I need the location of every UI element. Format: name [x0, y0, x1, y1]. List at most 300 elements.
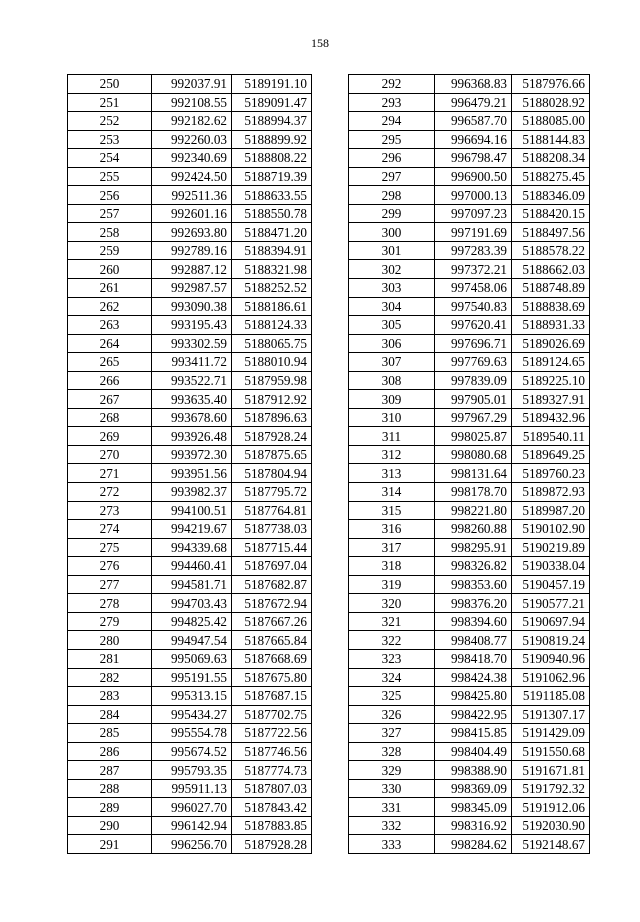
x-coordinate: 997191.69	[435, 223, 512, 242]
table-row	[68, 371, 312, 390]
x-coordinate: 998418.70	[435, 649, 512, 668]
table-row	[349, 724, 590, 743]
y-coordinate: 5188065.75	[232, 334, 312, 353]
point-number: 302	[349, 260, 435, 279]
table-row	[68, 334, 312, 353]
point-number: 285	[68, 724, 152, 743]
table-row	[68, 241, 312, 260]
point-number: 276	[68, 557, 152, 576]
point-number: 270	[68, 445, 152, 464]
x-coordinate: 995554.78	[152, 724, 232, 743]
table-row	[349, 334, 590, 353]
point-number: 291	[68, 835, 152, 854]
y-coordinate: 5187675.80	[232, 668, 312, 687]
y-coordinate: 5187702.75	[232, 705, 312, 724]
point-number: 329	[349, 761, 435, 780]
x-coordinate: 997540.83	[435, 297, 512, 316]
point-number: 319	[349, 575, 435, 594]
y-coordinate: 5187667.26	[232, 612, 312, 631]
table-row	[68, 204, 312, 223]
y-coordinate: 5190819.24	[512, 631, 590, 650]
x-coordinate: 998394.60	[435, 612, 512, 631]
table-row	[349, 316, 590, 335]
y-coordinate: 5188186.61	[232, 297, 312, 316]
table-row	[349, 279, 590, 298]
y-coordinate: 5187807.03	[232, 779, 312, 798]
point-number: 283	[68, 687, 152, 706]
x-coordinate: 994100.51	[152, 501, 232, 520]
y-coordinate: 5191792.32	[512, 779, 590, 798]
table-row	[349, 427, 590, 446]
x-coordinate: 996798.47	[435, 149, 512, 168]
point-number: 290	[68, 816, 152, 835]
x-coordinate: 996694.16	[435, 130, 512, 149]
x-coordinate: 992260.03	[152, 130, 232, 149]
y-coordinate: 5188208.34	[512, 149, 590, 168]
point-number: 274	[68, 520, 152, 539]
y-coordinate: 5187804.94	[232, 464, 312, 483]
point-number: 323	[349, 649, 435, 668]
y-coordinate: 5188719.39	[232, 167, 312, 186]
table-row	[349, 130, 590, 149]
point-number: 287	[68, 761, 152, 780]
table-row	[349, 223, 590, 242]
x-coordinate: 993982.37	[152, 483, 232, 502]
y-coordinate: 5191185.08	[512, 687, 590, 706]
table-row	[349, 353, 590, 372]
y-coordinate: 5189026.69	[512, 334, 590, 353]
x-coordinate: 993302.59	[152, 334, 232, 353]
y-coordinate: 5188838.69	[512, 297, 590, 316]
point-number: 278	[68, 594, 152, 613]
table-row	[68, 649, 312, 668]
y-coordinate: 5190577.21	[512, 594, 590, 613]
x-coordinate: 998424.38	[435, 668, 512, 687]
table-row	[349, 761, 590, 780]
y-coordinate: 5187928.28	[232, 835, 312, 854]
x-coordinate: 996368.83	[435, 75, 512, 94]
x-coordinate: 993678.60	[152, 408, 232, 427]
table-row	[68, 297, 312, 316]
x-coordinate: 998425.80	[435, 687, 512, 706]
x-coordinate: 996587.70	[435, 112, 512, 131]
point-number: 309	[349, 390, 435, 409]
table-row	[349, 186, 590, 205]
y-coordinate: 5187875.65	[232, 445, 312, 464]
point-number: 275	[68, 538, 152, 557]
table-row	[68, 724, 312, 743]
y-coordinate: 5187697.04	[232, 557, 312, 576]
x-coordinate: 992108.55	[152, 93, 232, 112]
table-row	[68, 223, 312, 242]
point-number: 312	[349, 445, 435, 464]
point-number: 282	[68, 668, 152, 687]
x-coordinate: 998422.95	[435, 705, 512, 724]
x-coordinate: 998131.64	[435, 464, 512, 483]
table-row	[349, 631, 590, 650]
x-coordinate: 995191.55	[152, 668, 232, 687]
y-coordinate: 5190102.90	[512, 520, 590, 539]
table-row	[349, 75, 590, 94]
x-coordinate: 996479.21	[435, 93, 512, 112]
point-number: 268	[68, 408, 152, 427]
table-row	[68, 761, 312, 780]
point-number: 297	[349, 167, 435, 186]
x-coordinate: 993090.38	[152, 297, 232, 316]
y-coordinate: 5189191.10	[232, 75, 312, 94]
table-row	[68, 557, 312, 576]
y-coordinate: 5187764.81	[232, 501, 312, 520]
x-coordinate: 997097.23	[435, 204, 512, 223]
x-coordinate: 998376.20	[435, 594, 512, 613]
table-row	[349, 93, 590, 112]
table-row	[349, 557, 590, 576]
table-row	[349, 501, 590, 520]
table-row	[68, 594, 312, 613]
y-coordinate: 5188346.09	[512, 186, 590, 205]
y-coordinate: 5188578.22	[512, 241, 590, 260]
y-coordinate: 5187746.56	[232, 742, 312, 761]
x-coordinate: 997000.13	[435, 186, 512, 205]
y-coordinate: 5190457.19	[512, 575, 590, 594]
table-row	[349, 816, 590, 835]
table-row	[68, 408, 312, 427]
x-coordinate: 994825.42	[152, 612, 232, 631]
point-number: 254	[68, 149, 152, 168]
point-number: 257	[68, 204, 152, 223]
point-number: 289	[68, 798, 152, 817]
table-row	[68, 538, 312, 557]
x-coordinate: 997769.63	[435, 353, 512, 372]
table-row	[68, 668, 312, 687]
point-number: 286	[68, 742, 152, 761]
x-coordinate: 998178.70	[435, 483, 512, 502]
y-coordinate: 5189124.65	[512, 353, 590, 372]
point-number: 263	[68, 316, 152, 335]
point-number: 288	[68, 779, 152, 798]
table-row	[68, 427, 312, 446]
point-number: 307	[349, 353, 435, 372]
y-coordinate: 5189540.11	[512, 427, 590, 446]
x-coordinate: 997839.09	[435, 371, 512, 390]
point-number: 292	[349, 75, 435, 94]
table-row	[349, 167, 590, 186]
x-coordinate: 998415.85	[435, 724, 512, 743]
x-coordinate: 997620.41	[435, 316, 512, 335]
table-row	[68, 835, 312, 854]
x-coordinate: 995313.15	[152, 687, 232, 706]
y-coordinate: 5189225.10	[512, 371, 590, 390]
y-coordinate: 5188394.91	[232, 241, 312, 260]
point-number: 326	[349, 705, 435, 724]
table-row	[349, 241, 590, 260]
table-row	[349, 705, 590, 724]
table-row	[68, 445, 312, 464]
x-coordinate: 996027.70	[152, 798, 232, 817]
point-number: 260	[68, 260, 152, 279]
x-coordinate: 996256.70	[152, 835, 232, 854]
y-coordinate: 5187959.98	[232, 371, 312, 390]
x-coordinate: 993972.30	[152, 445, 232, 464]
point-number: 277	[68, 575, 152, 594]
y-coordinate: 5188420.15	[512, 204, 590, 223]
x-coordinate: 992340.69	[152, 149, 232, 168]
table-row	[349, 149, 590, 168]
point-number: 295	[349, 130, 435, 149]
point-number: 310	[349, 408, 435, 427]
table-row	[349, 798, 590, 817]
y-coordinate: 5188899.92	[232, 130, 312, 149]
x-coordinate: 992693.80	[152, 223, 232, 242]
y-coordinate: 5189327.91	[512, 390, 590, 409]
table-row	[68, 149, 312, 168]
y-coordinate: 5188321.98	[232, 260, 312, 279]
table-row	[68, 186, 312, 205]
y-coordinate: 5187722.56	[232, 724, 312, 743]
point-number: 272	[68, 483, 152, 502]
point-number: 271	[68, 464, 152, 483]
point-number: 303	[349, 279, 435, 298]
table-row	[349, 575, 590, 594]
point-number: 253	[68, 130, 152, 149]
point-number: 325	[349, 687, 435, 706]
point-number: 321	[349, 612, 435, 631]
point-number: 317	[349, 538, 435, 557]
x-coordinate: 998260.88	[435, 520, 512, 539]
point-number: 293	[349, 93, 435, 112]
y-coordinate: 5191062.96	[512, 668, 590, 687]
table-row	[68, 612, 312, 631]
point-number: 262	[68, 297, 152, 316]
x-coordinate: 997967.29	[435, 408, 512, 427]
x-coordinate: 993195.43	[152, 316, 232, 335]
y-coordinate: 5191429.09	[512, 724, 590, 743]
y-coordinate: 5188275.45	[512, 167, 590, 186]
point-number: 265	[68, 353, 152, 372]
table-row	[349, 520, 590, 539]
table-row	[68, 260, 312, 279]
y-coordinate: 5190219.89	[512, 538, 590, 557]
x-coordinate: 997458.06	[435, 279, 512, 298]
x-coordinate: 994703.43	[152, 594, 232, 613]
point-number: 308	[349, 371, 435, 390]
x-coordinate: 998369.09	[435, 779, 512, 798]
x-coordinate: 997283.39	[435, 241, 512, 260]
y-coordinate: 5189432.96	[512, 408, 590, 427]
y-coordinate: 5188085.00	[512, 112, 590, 131]
table-row	[349, 779, 590, 798]
y-coordinate: 5188497.56	[512, 223, 590, 242]
x-coordinate: 998025.87	[435, 427, 512, 446]
table-row	[68, 520, 312, 539]
x-coordinate: 998408.77	[435, 631, 512, 650]
point-number: 273	[68, 501, 152, 520]
x-coordinate: 994581.71	[152, 575, 232, 594]
table-row	[68, 279, 312, 298]
point-number: 251	[68, 93, 152, 112]
y-coordinate: 5188994.37	[232, 112, 312, 131]
x-coordinate: 998295.91	[435, 538, 512, 557]
x-coordinate: 992511.36	[152, 186, 232, 205]
x-coordinate: 998353.60	[435, 575, 512, 594]
y-coordinate: 5187715.44	[232, 538, 312, 557]
table-row	[68, 130, 312, 149]
table-row	[349, 483, 590, 502]
y-coordinate: 5189760.23	[512, 464, 590, 483]
point-number: 320	[349, 594, 435, 613]
point-number: 311	[349, 427, 435, 446]
table-row	[349, 112, 590, 131]
x-coordinate: 993411.72	[152, 353, 232, 372]
point-number: 315	[349, 501, 435, 520]
y-coordinate: 5191307.17	[512, 705, 590, 724]
x-coordinate: 998284.62	[435, 835, 512, 854]
y-coordinate: 5190940.96	[512, 649, 590, 668]
point-number: 333	[349, 835, 435, 854]
point-number: 267	[68, 390, 152, 409]
x-coordinate: 992424.50	[152, 167, 232, 186]
table-row	[349, 538, 590, 557]
point-number: 306	[349, 334, 435, 353]
table-row	[349, 260, 590, 279]
point-number: 324	[349, 668, 435, 687]
table-row	[349, 408, 590, 427]
table-row	[68, 779, 312, 798]
x-coordinate: 992987.57	[152, 279, 232, 298]
x-coordinate: 995674.52	[152, 742, 232, 761]
y-coordinate: 5188748.89	[512, 279, 590, 298]
table-row	[68, 112, 312, 131]
point-number: 332	[349, 816, 435, 835]
y-coordinate: 5187665.84	[232, 631, 312, 650]
point-number: 328	[349, 742, 435, 761]
y-coordinate: 5188124.33	[232, 316, 312, 335]
point-number: 314	[349, 483, 435, 502]
y-coordinate: 5187738.03	[232, 520, 312, 539]
table-row	[68, 316, 312, 335]
point-number: 299	[349, 204, 435, 223]
y-coordinate: 5188662.03	[512, 260, 590, 279]
y-coordinate: 5188550.78	[232, 204, 312, 223]
x-coordinate: 998388.90	[435, 761, 512, 780]
y-coordinate: 5187883.85	[232, 816, 312, 835]
point-number: 279	[68, 612, 152, 631]
y-coordinate: 5190697.94	[512, 612, 590, 631]
x-coordinate: 992601.16	[152, 204, 232, 223]
y-coordinate: 5188252.52	[232, 279, 312, 298]
x-coordinate: 996900.50	[435, 167, 512, 186]
x-coordinate: 997905.01	[435, 390, 512, 409]
x-coordinate: 992037.91	[152, 75, 232, 94]
y-coordinate: 5188028.92	[512, 93, 590, 112]
point-number: 252	[68, 112, 152, 131]
x-coordinate: 998080.68	[435, 445, 512, 464]
table-row	[349, 297, 590, 316]
table-row	[68, 501, 312, 520]
point-number: 250	[68, 75, 152, 94]
y-coordinate: 5187774.73	[232, 761, 312, 780]
point-number: 266	[68, 371, 152, 390]
x-coordinate: 995434.27	[152, 705, 232, 724]
y-coordinate: 5187896.63	[232, 408, 312, 427]
y-coordinate: 5191912.06	[512, 798, 590, 817]
point-number: 281	[68, 649, 152, 668]
point-number: 304	[349, 297, 435, 316]
point-number: 258	[68, 223, 152, 242]
y-coordinate: 5188931.33	[512, 316, 590, 335]
y-coordinate: 5192030.90	[512, 816, 590, 835]
y-coordinate: 5189872.93	[512, 483, 590, 502]
table-row	[349, 649, 590, 668]
y-coordinate: 5188808.22	[232, 149, 312, 168]
x-coordinate: 998221.80	[435, 501, 512, 520]
table-row	[349, 594, 590, 613]
y-coordinate: 5187687.15	[232, 687, 312, 706]
y-coordinate: 5187928.24	[232, 427, 312, 446]
table-row	[68, 167, 312, 186]
point-number: 261	[68, 279, 152, 298]
table-row	[68, 816, 312, 835]
table-row	[68, 390, 312, 409]
point-number: 284	[68, 705, 152, 724]
table-row	[349, 204, 590, 223]
table-row	[349, 390, 590, 409]
x-coordinate: 992182.62	[152, 112, 232, 131]
x-coordinate: 995793.35	[152, 761, 232, 780]
x-coordinate: 996142.94	[152, 816, 232, 835]
y-coordinate: 5191671.81	[512, 761, 590, 780]
y-coordinate: 5187912.92	[232, 390, 312, 409]
x-coordinate: 992887.12	[152, 260, 232, 279]
y-coordinate: 5187843.42	[232, 798, 312, 817]
coordinates-table-right	[348, 74, 590, 854]
x-coordinate: 997696.71	[435, 334, 512, 353]
table-row	[349, 835, 590, 854]
y-coordinate: 5187672.94	[232, 594, 312, 613]
x-coordinate: 995069.63	[152, 649, 232, 668]
point-number: 316	[349, 520, 435, 539]
table-row	[349, 445, 590, 464]
point-number: 313	[349, 464, 435, 483]
table-row	[349, 371, 590, 390]
table-row	[349, 464, 590, 483]
point-number: 296	[349, 149, 435, 168]
table-row	[68, 705, 312, 724]
x-coordinate: 993951.56	[152, 464, 232, 483]
point-number: 301	[349, 241, 435, 260]
x-coordinate: 993522.71	[152, 371, 232, 390]
table-row	[349, 742, 590, 761]
table-row	[68, 687, 312, 706]
table-row	[349, 687, 590, 706]
x-coordinate: 995911.13	[152, 779, 232, 798]
point-number: 318	[349, 557, 435, 576]
point-number: 294	[349, 112, 435, 131]
point-number: 269	[68, 427, 152, 446]
y-coordinate: 5191550.68	[512, 742, 590, 761]
x-coordinate: 994947.54	[152, 631, 232, 650]
table-row	[349, 668, 590, 687]
y-coordinate: 5188471.20	[232, 223, 312, 242]
point-number: 300	[349, 223, 435, 242]
point-number: 256	[68, 186, 152, 205]
table-row	[68, 742, 312, 761]
y-coordinate: 5189987.20	[512, 501, 590, 520]
point-number: 327	[349, 724, 435, 743]
point-number: 255	[68, 167, 152, 186]
table-row	[68, 93, 312, 112]
y-coordinate: 5187795.72	[232, 483, 312, 502]
